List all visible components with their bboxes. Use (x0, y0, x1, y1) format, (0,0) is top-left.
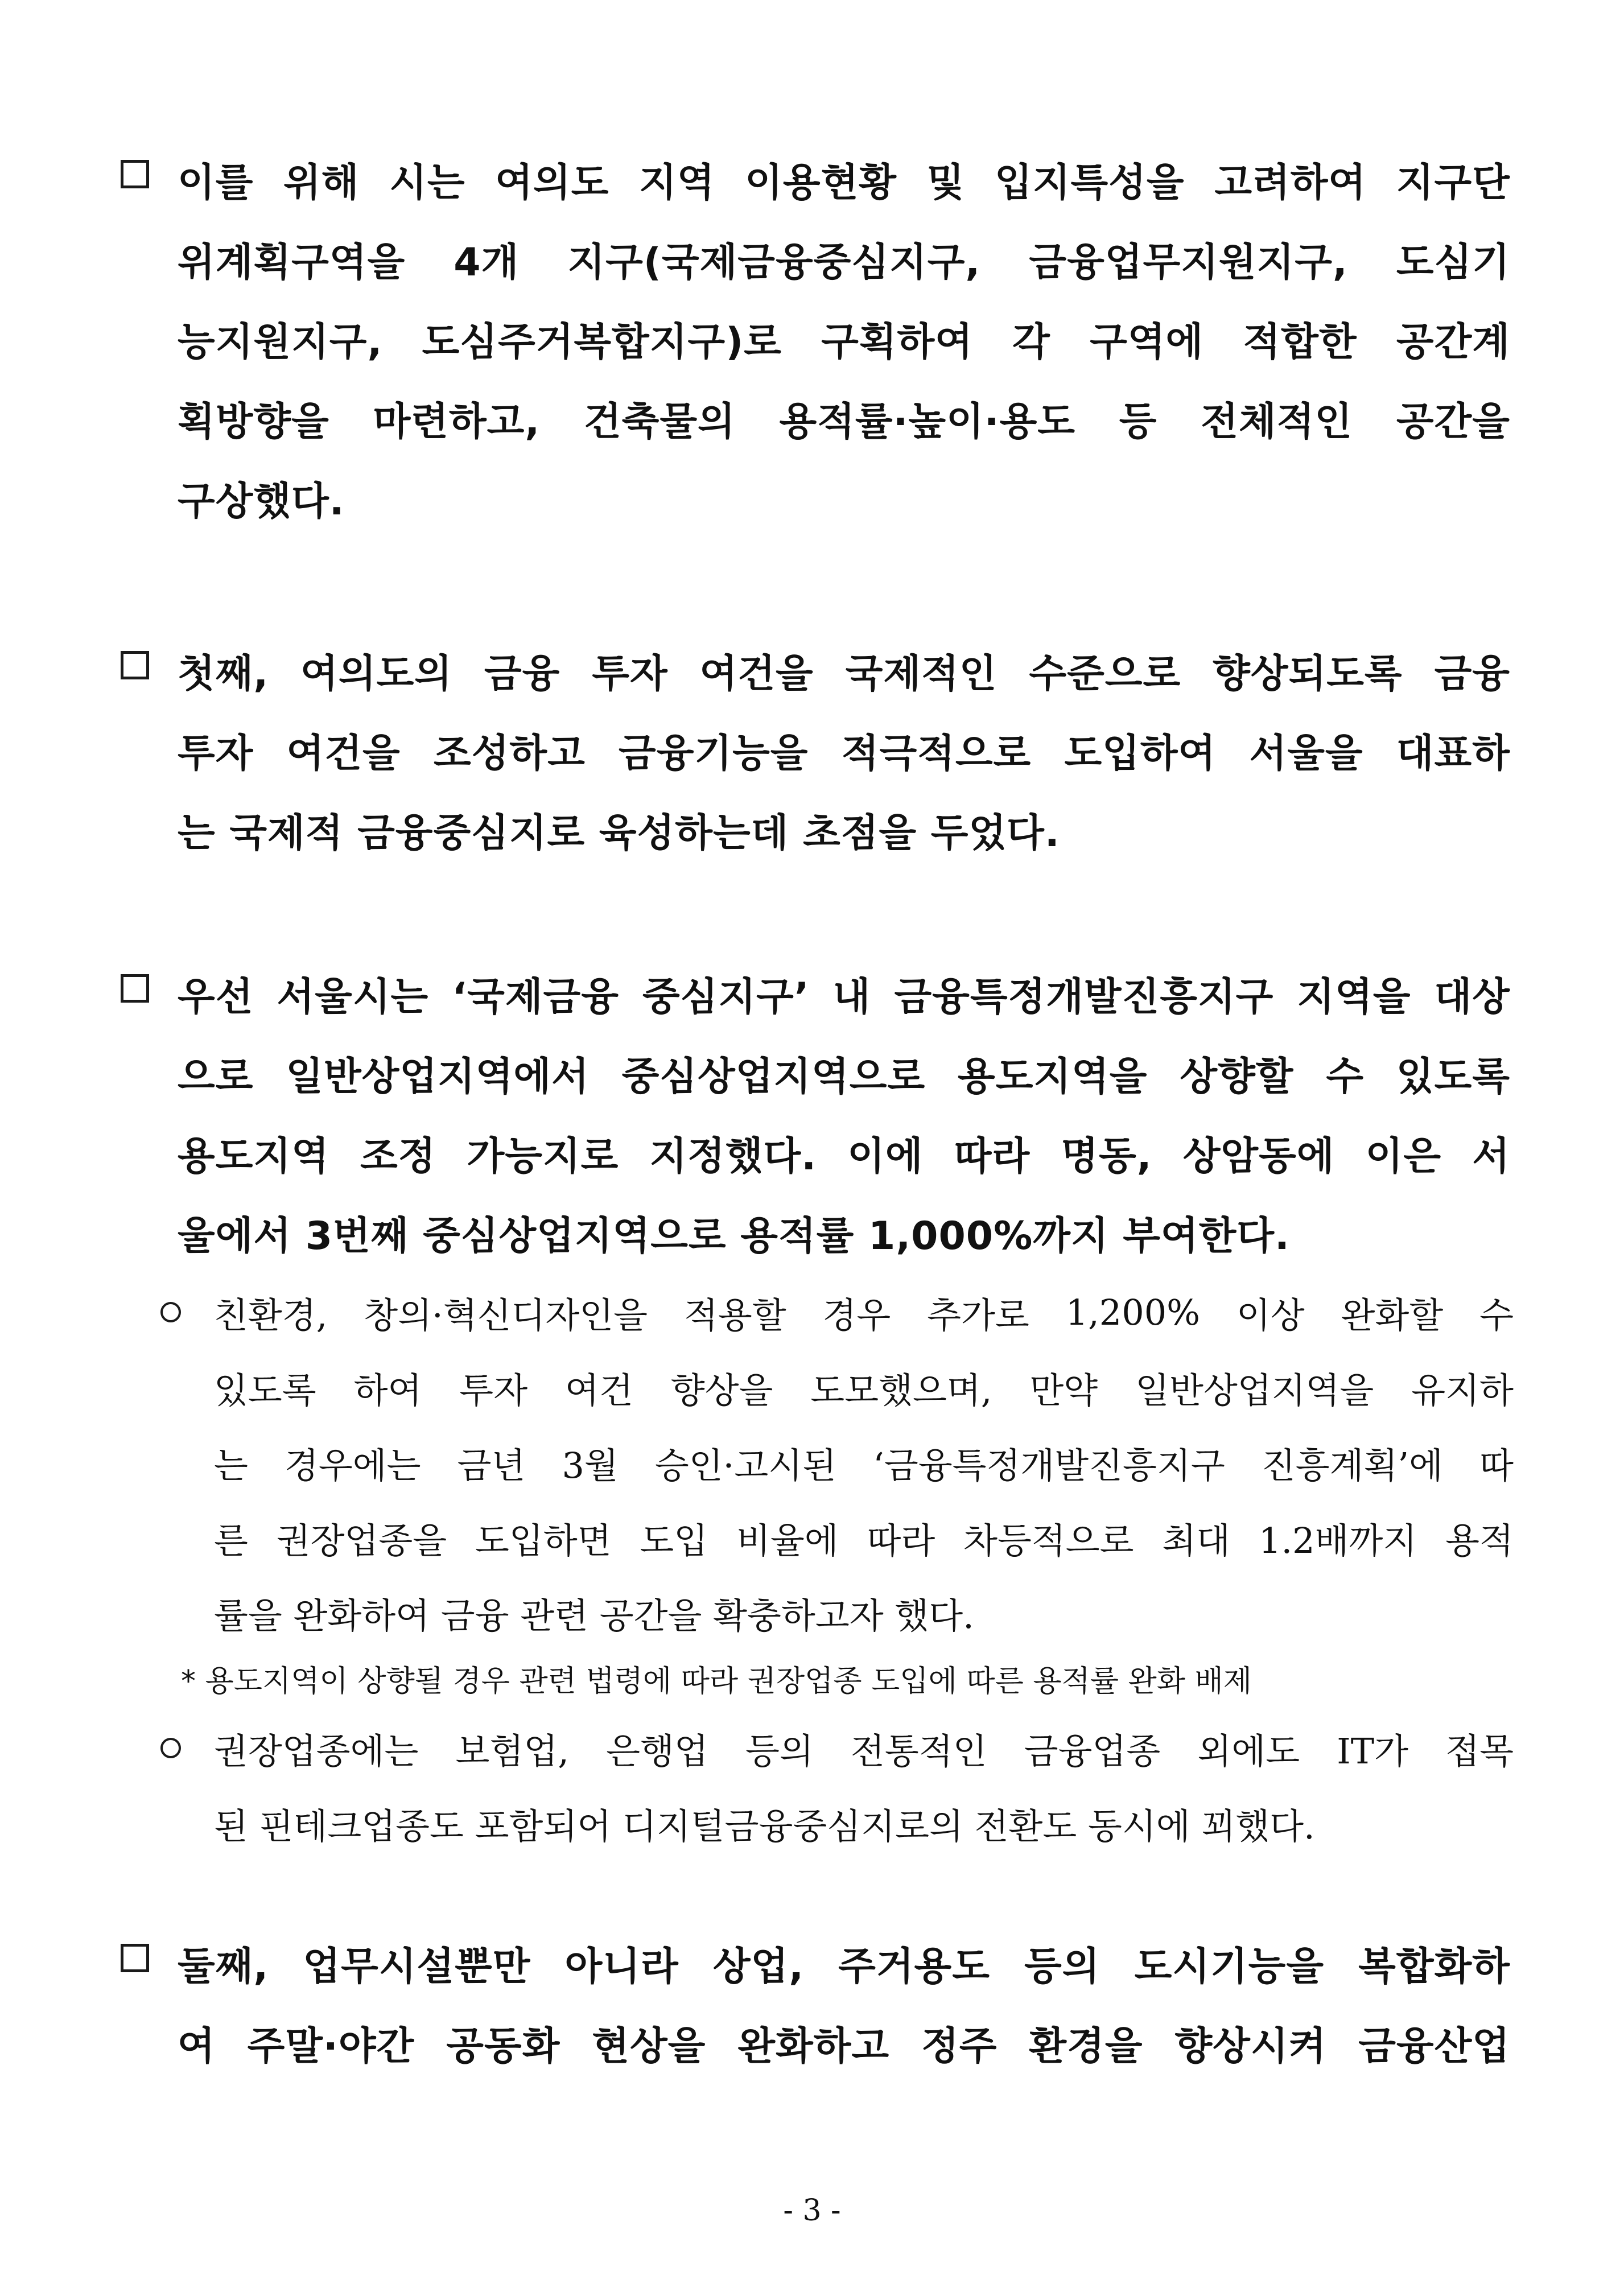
word: 용도지역 (178, 1133, 329, 1179)
word: 구획하여 (821, 319, 973, 365)
word: 금융업종 (1024, 1730, 1161, 1772)
word: 향상시켜 (1174, 2023, 1327, 2069)
paragraph-line (178, 378, 1510, 458)
word: 마련하고, (373, 399, 541, 444)
word: 투자 (592, 651, 668, 696)
word: 중심상업지역으로 (621, 1054, 926, 1099)
paragraph-line (178, 1113, 1510, 1193)
word: 지역 (639, 160, 715, 205)
word: 있도록 (214, 1369, 316, 1411)
word: 용도지역을 (958, 1054, 1148, 1099)
word: 진흥계획’에 (1261, 1444, 1443, 1486)
word: 따라 (867, 1519, 935, 1561)
word: 일반상업지역에서 (286, 1054, 590, 1099)
word: 등 (1119, 399, 1157, 444)
word: 권장업종을 (276, 1519, 447, 1561)
word: 이은 (1365, 1133, 1442, 1179)
word: 도심주거복합지구)로 (422, 319, 782, 365)
circle-bullet-icon (160, 1738, 181, 1758)
word: 금융기능을 (619, 731, 809, 776)
word: 여 (178, 2023, 216, 2069)
word: 적극적으로 (841, 731, 1032, 776)
word: 금년 (457, 1444, 526, 1486)
word: 각 (1012, 319, 1050, 365)
word: 향상을 (670, 1369, 773, 1411)
word: 위계획구역을 (178, 240, 406, 285)
checkbox-bullet-icon (121, 974, 149, 1003)
word: 1,200% (1065, 1291, 1201, 1333)
word: 4개 (454, 240, 520, 285)
word: 여건을 (286, 731, 401, 776)
word: 차등적으로 (963, 1519, 1134, 1561)
word: 중심지구’ (642, 974, 810, 1020)
word: 업무시설뿐만 (303, 1944, 531, 1989)
word: 건축물의 (583, 399, 736, 444)
word: 외에도 (1197, 1730, 1300, 1772)
word: 향상되도록 (1213, 651, 1403, 696)
word: 우선 (178, 974, 254, 1020)
word: 주말·야간 (247, 2023, 415, 2069)
word: 금융업무지원지구, (1029, 240, 1348, 285)
word: 적용할 (683, 1294, 786, 1336)
word: 수 (1326, 1054, 1365, 1099)
checkbox-bullet-icon (121, 1944, 149, 1972)
word: 일반상업지역을 (1135, 1369, 1374, 1411)
word: 금융특정개발진흥지구 (894, 974, 1274, 1020)
paragraph-line (178, 1923, 1510, 2003)
word: 지구단 (1396, 160, 1510, 205)
paragraph-line (178, 1033, 1510, 1113)
word: 조성하고 (434, 731, 586, 776)
word: 비율에 (736, 1519, 839, 1561)
word: 도입하면 (475, 1519, 612, 1561)
word: 전통적인 (850, 1730, 987, 1772)
word: 보험업, (455, 1730, 569, 1772)
paragraph-line (178, 954, 1510, 1033)
word: 른 (214, 1519, 248, 1561)
word: 등의 (745, 1730, 814, 1772)
word: 상업, (712, 1944, 805, 1989)
word: 대상 (1434, 974, 1510, 1020)
word: 서 (1472, 1133, 1510, 1179)
word: 현상을 (592, 2023, 706, 2069)
word: ‘금융특정개발진흥지구 (873, 1444, 1225, 1486)
word: 경우 (822, 1294, 891, 1336)
word: 창의·혁신디자인을 (364, 1294, 648, 1336)
word: 둘째, (178, 1944, 269, 1989)
word: 지구(국제금융중심지구, (567, 240, 981, 285)
word: 시는 (389, 160, 465, 205)
word: 따 (1479, 1444, 1514, 1486)
circle-bullet-icon (160, 1302, 181, 1322)
word: 내 (832, 974, 871, 1020)
word: 지정했다. (649, 1133, 817, 1179)
word: 상향할 (1180, 1054, 1294, 1099)
sub-item-line (214, 1425, 1514, 1500)
word: 획방향을 (178, 399, 329, 444)
word: 서울을 (1249, 731, 1363, 776)
word: 국제적인 (845, 651, 998, 696)
word: 등의 (1024, 1944, 1100, 1989)
footnote: * 용도지역이 상향될 경우 관련 법령에 따라 권장업종 도입에 따른 용적률 완화 배제 (181, 1664, 1252, 1699)
word: 있도록 (1396, 1054, 1510, 1099)
word: 투자 (178, 731, 254, 776)
word: 하여 (353, 1369, 422, 1411)
paragraph-line (178, 710, 1510, 790)
word: 으로 (178, 1054, 254, 1099)
word: 대표하 (1396, 731, 1510, 776)
word: 도입하여 (1064, 731, 1217, 776)
word: 이를 (178, 160, 254, 205)
paragraph-line (178, 219, 1510, 299)
word: 여의도의 (300, 651, 452, 696)
word: 구역에 (1090, 319, 1204, 365)
word: 전체적인 (1201, 399, 1353, 444)
paragraph-line: 는 국제적 금융중심지로 육성하는데 초점을 두었다. (178, 810, 1060, 856)
word: 금융산업 (1358, 2023, 1510, 2069)
page-number: - 3 - (783, 2194, 841, 2228)
word: 만약 (1029, 1369, 1098, 1411)
word: ‘국제금융 (452, 974, 619, 1020)
word: 여건 (565, 1369, 633, 1411)
word: 이상 (1236, 1294, 1305, 1336)
word: 수 (1479, 1294, 1514, 1336)
paragraph-line: 구상했다. (178, 479, 345, 524)
word: 공간을 (1396, 399, 1510, 444)
word: 위해 (283, 160, 360, 205)
sub-item-line: 된 핀테크업종도 포함되어 디지털금융중심지로의 전환도 동시에 꾀했다. (214, 1805, 1315, 1847)
paragraph-line (178, 139, 1510, 219)
word: 추가로 (927, 1294, 1029, 1336)
word: 1.2배까지 (1259, 1519, 1417, 1561)
word: 최대 (1162, 1519, 1231, 1561)
sub-item-line (214, 1275, 1514, 1350)
sub-item-line (214, 1500, 1514, 1575)
word: 고려하여 (1214, 160, 1367, 205)
word: 및 (926, 160, 965, 205)
word: 도입 (640, 1519, 708, 1561)
sub-item-line (214, 1710, 1514, 1786)
word: 금융 (1434, 651, 1510, 696)
word: 경우에는 (284, 1444, 421, 1486)
word: 용적 (1445, 1519, 1514, 1561)
word: 이에 (847, 1133, 924, 1179)
word: IT가 (1337, 1730, 1409, 1772)
word: 3월 (562, 1444, 619, 1486)
checkbox-bullet-icon (121, 651, 149, 679)
word: 도시기능을 (1134, 1944, 1325, 1989)
word: 첫째, (178, 651, 269, 696)
word: 서울시는 (277, 974, 429, 1020)
word: 수준으로 (1029, 651, 1181, 696)
paragraph-line (178, 299, 1510, 378)
word: 여의도 (495, 160, 609, 205)
word: 금융 (484, 651, 560, 696)
word: 승인·고시된 (654, 1444, 837, 1486)
word: 가능지로 (467, 1133, 619, 1179)
word: 친환경, (214, 1294, 328, 1336)
word: 명동, (1061, 1133, 1152, 1179)
word: 이용현황 (745, 160, 897, 205)
word: 환경을 (1029, 2023, 1143, 2069)
word: 완화하고 (737, 2023, 890, 2069)
word: 은행업 (606, 1730, 708, 1772)
word: 도심기 (1396, 240, 1510, 285)
word: 주거용도 (838, 1944, 990, 1989)
word: 아니라 (564, 1944, 679, 1989)
word: 도모했으며, (810, 1369, 992, 1411)
word: 상암동에 (1182, 1133, 1335, 1179)
paragraph-line: 울에서 3번째 중심상업지역으로 용적률 1,000%까지 부여한다. (178, 1213, 1290, 1259)
word: 완화할 (1341, 1294, 1444, 1336)
paragraph-line (178, 2003, 1510, 2083)
word: 능지원지구, (178, 319, 383, 365)
word: 유지하 (1411, 1369, 1514, 1411)
word: 용적률·높이·용도 (779, 399, 1075, 444)
word: 적합한 (1243, 319, 1357, 365)
word: 접목 (1445, 1730, 1514, 1772)
word: 지역을 (1297, 974, 1411, 1020)
word: 복합화하 (1358, 1944, 1510, 1989)
word: 정주 (921, 2023, 998, 2069)
word: 는 (214, 1444, 248, 1486)
word: 공동화 (446, 2023, 560, 2069)
word: 투자 (459, 1369, 528, 1411)
word: 따라 (954, 1133, 1031, 1179)
checkbox-bullet-icon (121, 160, 149, 188)
paragraph-line (178, 630, 1510, 710)
word: 입지특성을 (995, 160, 1185, 205)
word: 공간계 (1396, 319, 1510, 365)
word: 조정 (360, 1133, 436, 1179)
sub-item-line (214, 1350, 1514, 1425)
word: 여건을 (699, 651, 814, 696)
word: 권장업종에는 (214, 1730, 419, 1772)
sub-item-line: 률을 완화하여 금융 관련 공간을 확충하고자 했다. (214, 1594, 974, 1637)
